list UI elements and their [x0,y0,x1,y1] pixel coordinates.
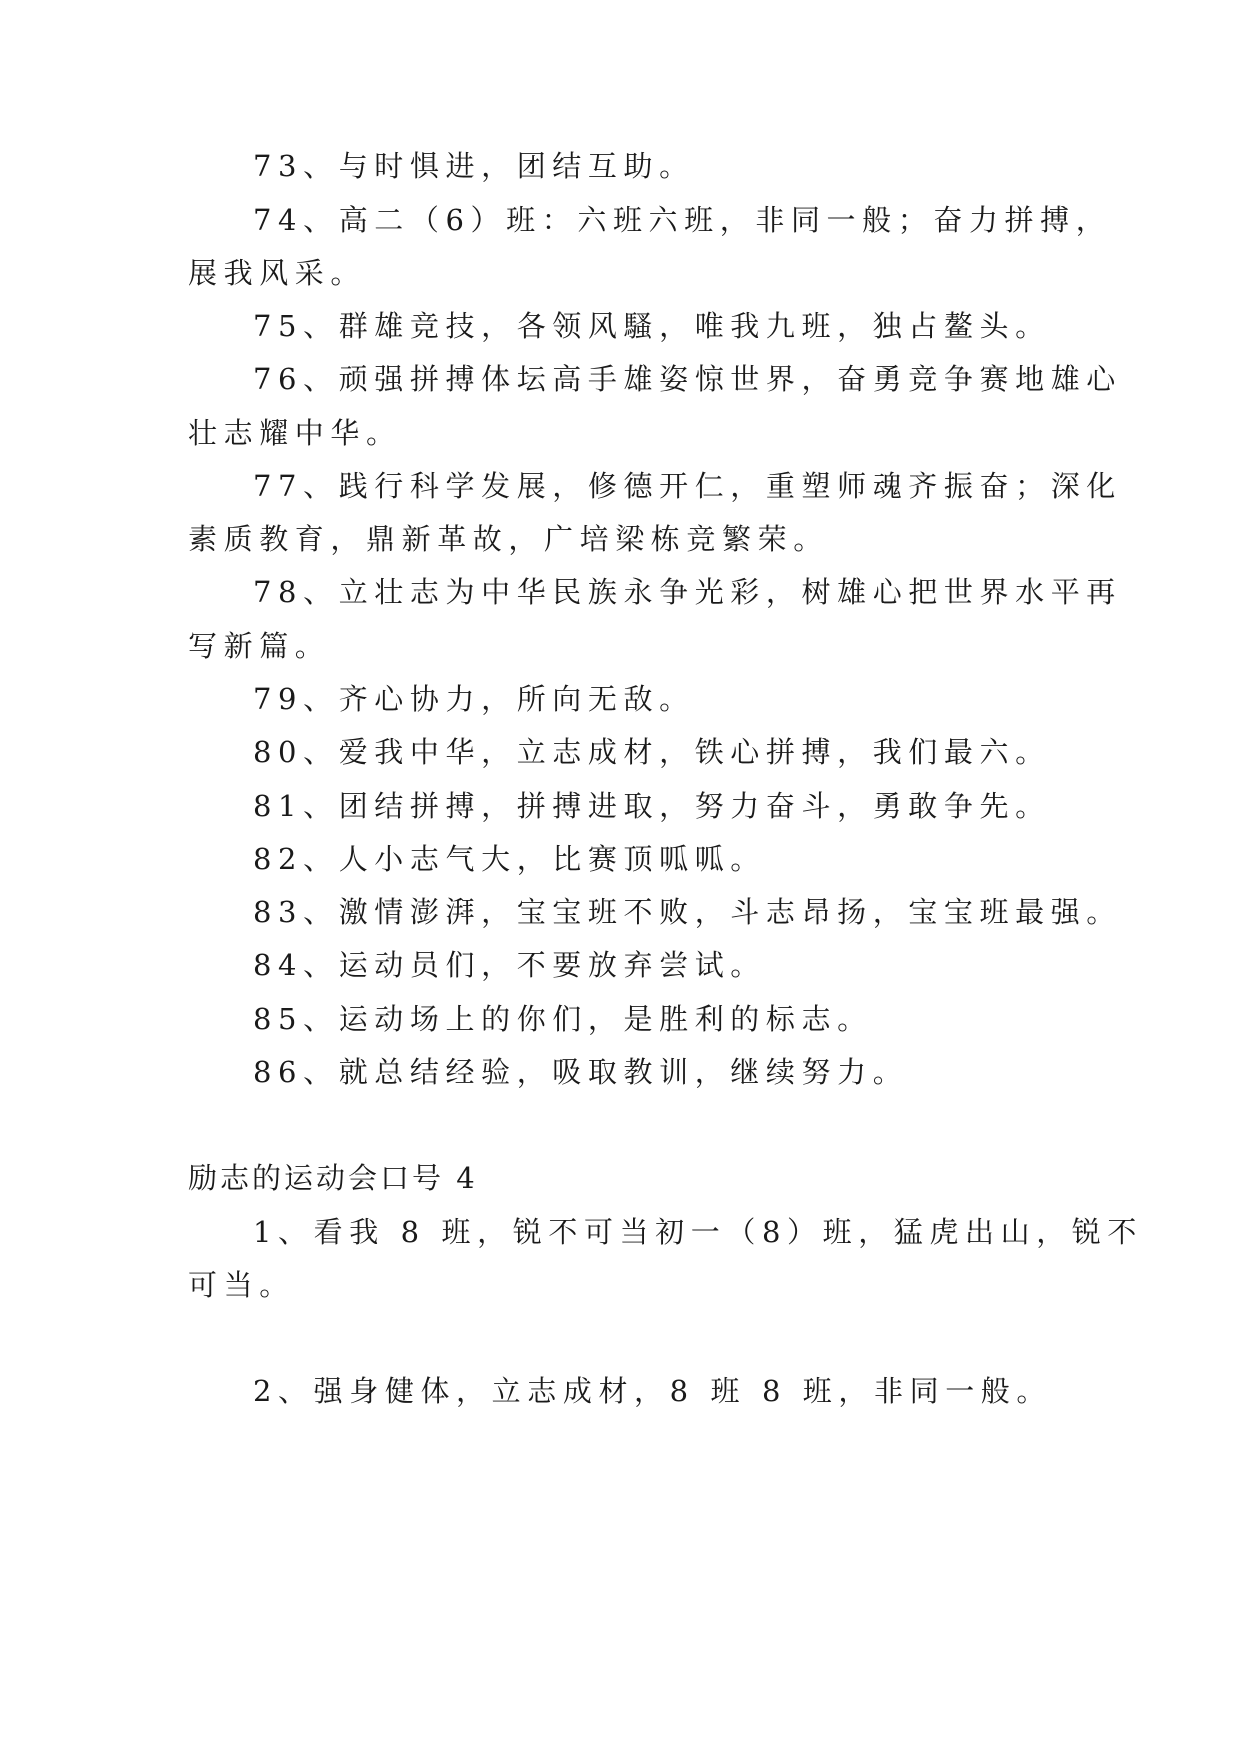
slogan-82: 82、人小志气大，比赛顶呱呱。 [253,842,766,876]
slogan-1-cont: 可当。 [188,1268,295,1302]
slogan-86: 86、就总结经验，吸取教训，继续努力。 [253,1055,909,1089]
slogan-85: 85、运动场上的你们，是胜利的标志。 [253,1002,873,1036]
slogan-1: 1、看我 8 班，锐不可当初一（8）班，猛虎出山，锐不 [253,1215,1143,1249]
slogan-78: 78、立壮志为中华民族永争光彩，树雄心把世界水平再 [253,575,1122,609]
slogan-83: 83、激情澎湃，宝宝班不败，斗志昂扬，宝宝班最强。 [253,895,1122,929]
slogan-78-cont: 写新篇。 [188,629,331,663]
section-heading: 励志的运动会口号 4 [188,1161,478,1195]
slogan-2: 2、强身健体，立志成材，8 班 8 班，非同一般。 [253,1374,1053,1408]
slogan-74-cont: 展我风采。 [188,256,367,290]
slogan-76: 76、顽强拼搏体坛高手雄姿惊世界，奋勇竞争赛地雄心 [253,362,1122,396]
slogan-79: 79、齐心协力，所向无敌。 [253,682,695,716]
slogan-77-cont: 素质教育，鼎新革故，广培梁栋竞繁荣。 [188,522,829,556]
slogan-75: 75、群雄竞技，各领风騷，唯我九班，独占鳌头。 [253,309,1051,343]
slogan-77: 77、践行科学发展，修德开仁，重塑师魂齐振奋；深化 [253,469,1122,503]
slogan-84: 84、运动员们，不要放弃尝试。 [253,948,766,982]
slogan-76-cont: 壮志耀中华。 [188,416,402,450]
slogan-74: 74、高二（6）班：六班六班，非同一般；奋力拼搏， [253,203,1112,237]
slogan-80: 80、爱我中华，立志成材，铁心拼搏，我们最六。 [253,735,1051,769]
slogan-73: 73、与时惧进，团结互助。 [253,149,695,183]
slogan-81: 81、团结拼搏，拼搏进取，努力奋斗，勇敢争先。 [253,789,1051,823]
